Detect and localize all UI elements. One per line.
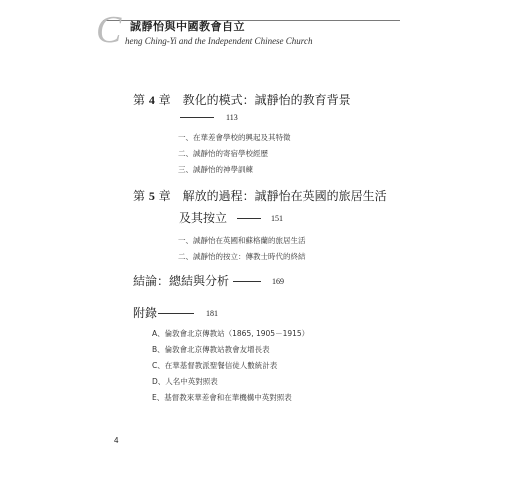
section-item: 二、誠靜怡的寄宿學校經歷 (178, 149, 268, 158)
leader-line (180, 117, 214, 118)
appendix-item: A、倫敦會北京傳教站（1865, 1905－1915） (152, 329, 310, 338)
book-title: 誠靜怡與中國教會自立 (130, 20, 245, 33)
book-subtitle: heng Ching-Yi and the Independent Chinese Church (125, 36, 313, 46)
leader-line (233, 281, 261, 282)
chapter-5-heading-cont: 及其按立 (179, 211, 228, 225)
appendix-item: B、倫敦會北京傳教站教會友增長表 (152, 345, 270, 354)
appendix-item: C、在華基督教派聖餐信徒人數統計表 (152, 361, 278, 370)
conclusion-page: 169 (272, 277, 284, 286)
section-item: 二、誠靜怡的按立：傳教士時代的終結 (178, 252, 306, 261)
leader-line (158, 313, 194, 314)
appendix-heading: 附錄 (133, 306, 158, 320)
appendix-item: E、基督教來華差會和在華機構中英對照表 (152, 393, 292, 402)
chapter-4-heading: 第 4 章 教化的模式：誠靜怡的教育背景 (133, 93, 351, 107)
appendix-item: D、人名中英對照表 (152, 377, 218, 386)
appendix-page: 181 (206, 309, 218, 318)
chapter-5-page: 151 (271, 214, 283, 223)
header-initial-letter: C (96, 9, 122, 51)
section-item: 一、在華差會學校的興起及其特徵 (178, 133, 291, 142)
chapter-5-heading: 第 5 章 解放的過程：誠靜怡在英國的旅居生活 (133, 189, 387, 203)
page-number: 4 (114, 436, 119, 445)
section-item: 三、誠靜怡的神學訓練 (178, 165, 253, 174)
conclusion-heading: 結論：總結與分析 (133, 274, 230, 288)
section-item: 一、誠靜怡在英國和蘇格蘭的旅居生活 (178, 236, 306, 245)
chapter-4-page: 113 (226, 113, 238, 122)
leader-line (237, 218, 261, 219)
